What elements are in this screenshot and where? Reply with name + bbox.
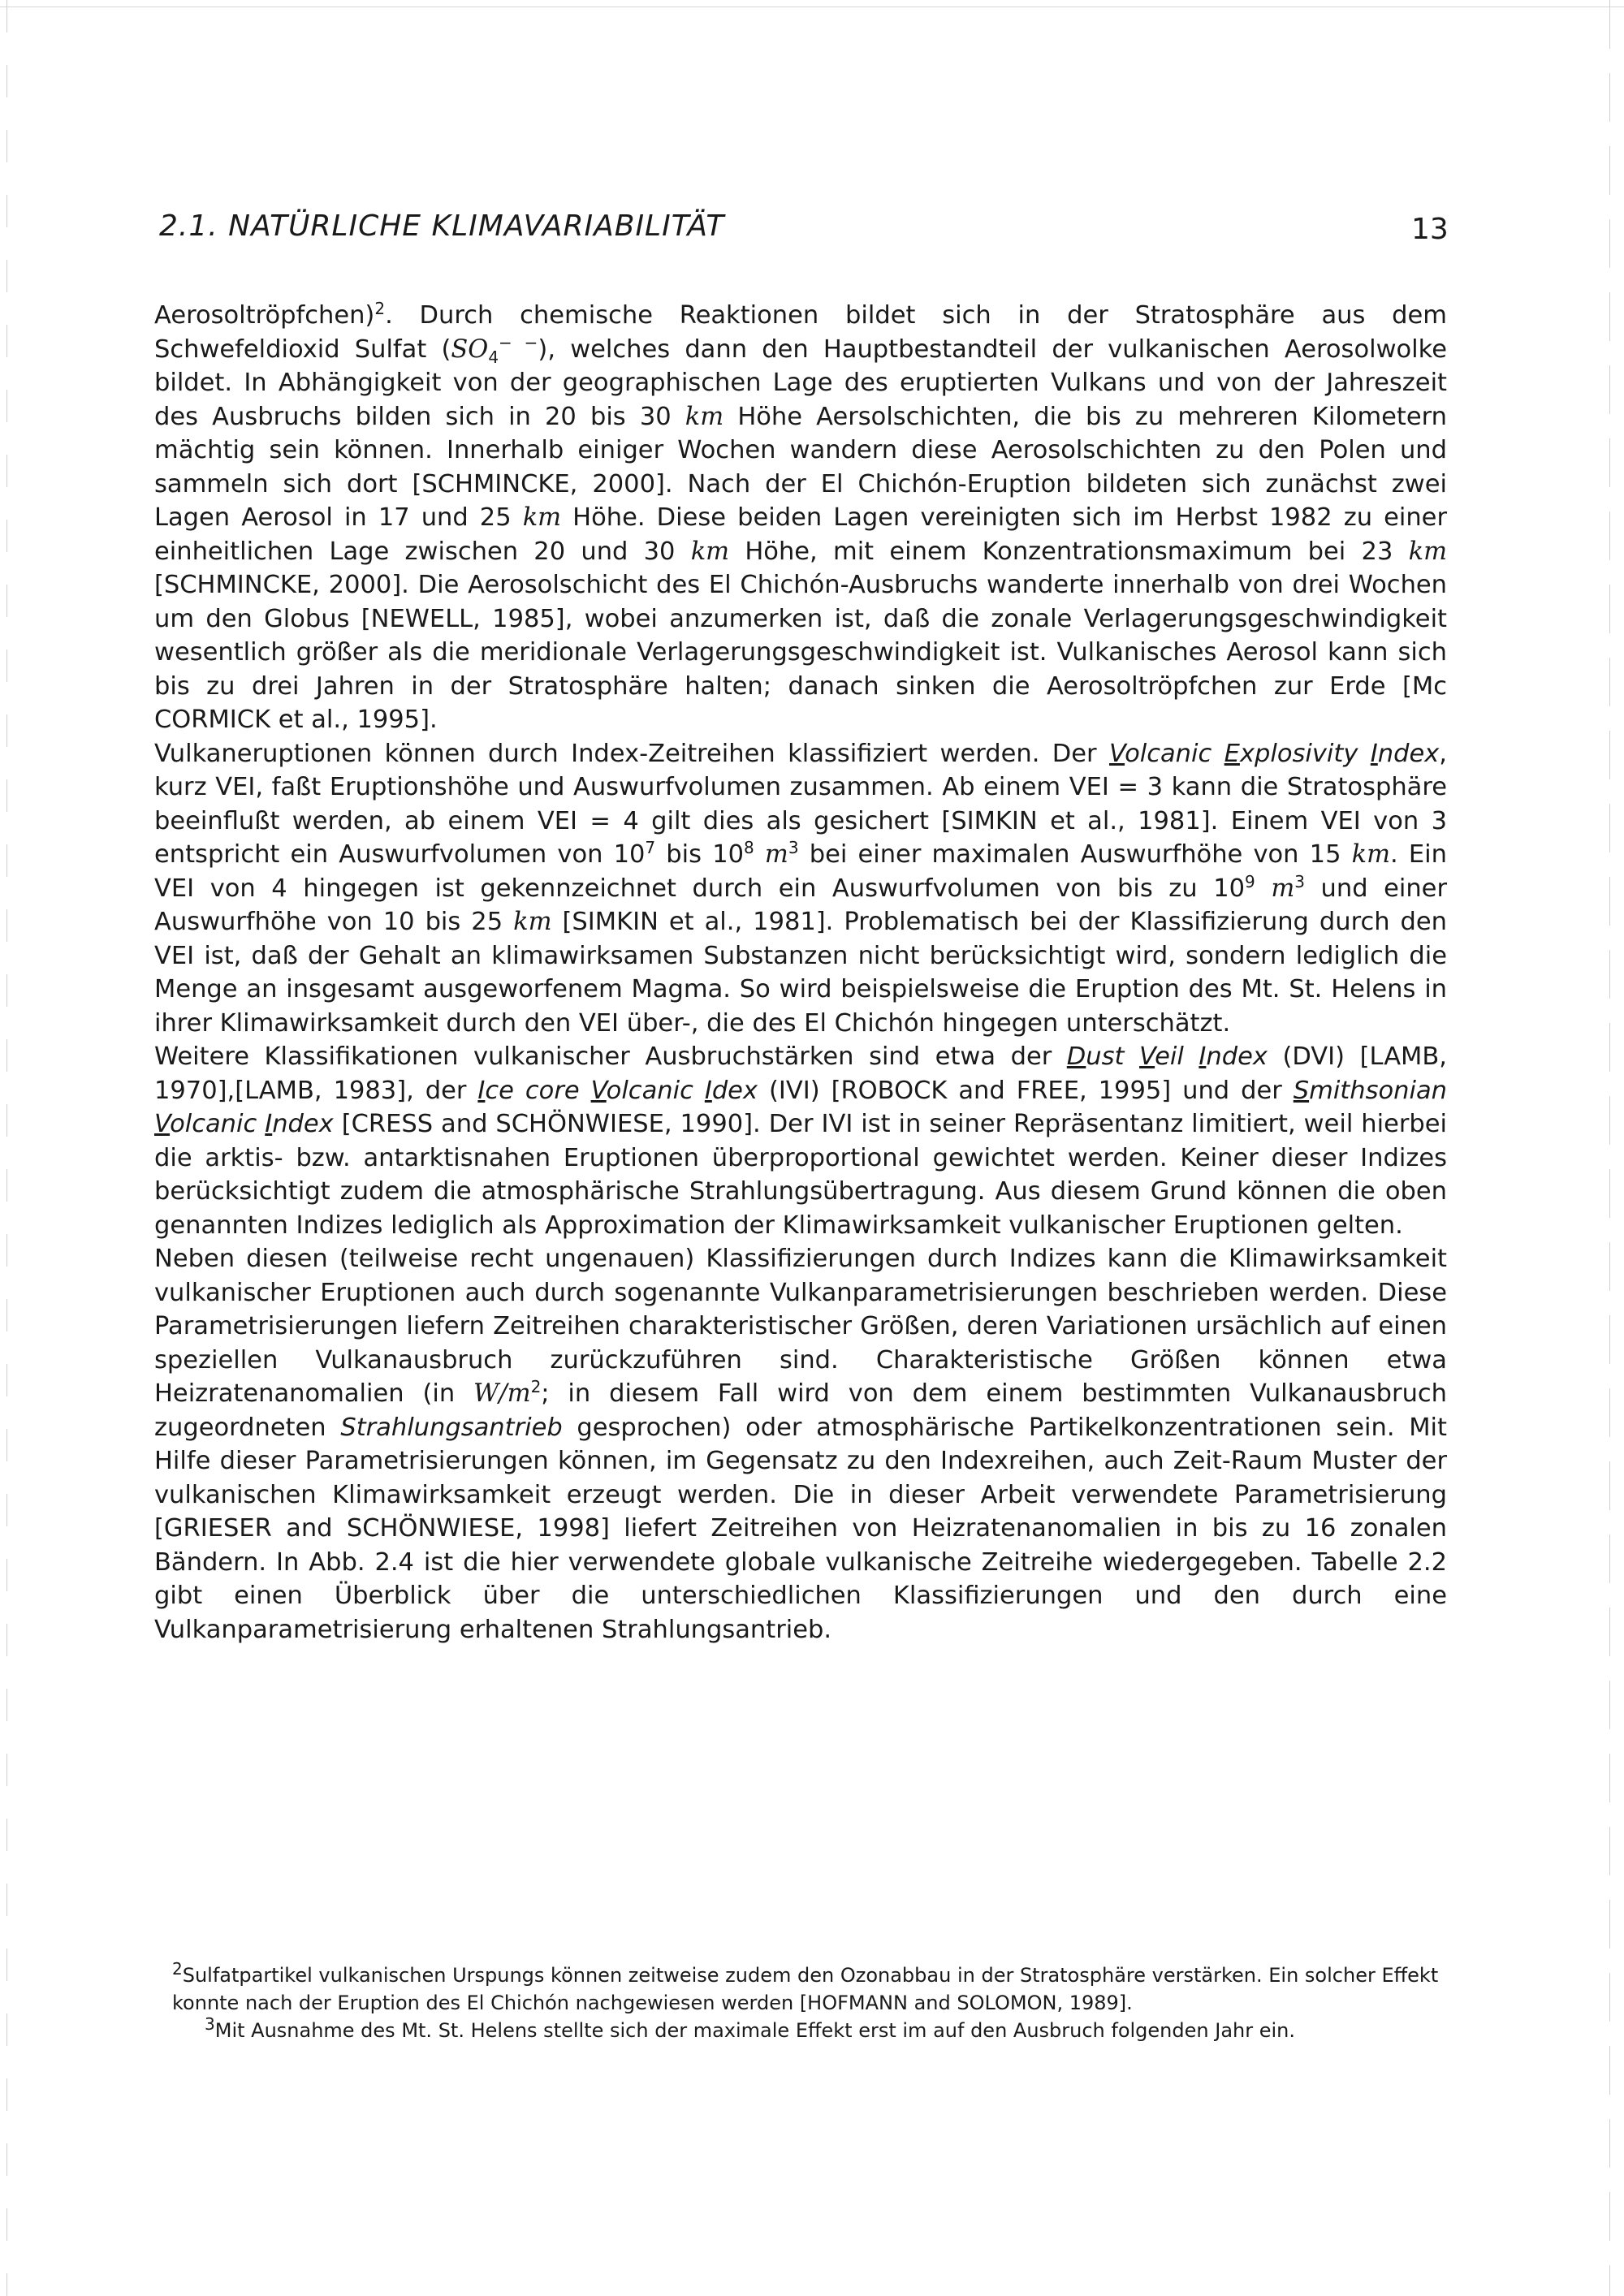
exponent: 2 bbox=[530, 1376, 542, 1396]
exponent: 9 bbox=[1245, 871, 1255, 891]
text-run: Weitere Klassifikationen vulkanischer Ausbruchstärken sind etwa der bbox=[154, 1042, 1067, 1071]
unit-wm2: W/m bbox=[473, 1379, 531, 1408]
text-run: Aerosoltröpfchen) bbox=[154, 301, 375, 330]
footnotes bbox=[172, 1959, 1447, 2044]
text-run: Höhe Aersolschichten, die bis zu mehreren Kilometern mächtig sein können. Innerhalb einiger Wochen wandern diese Aerosolschichten zu den Polen und sammeln sich dort [SCHMINCKE, 2000]. Nach der El Chichón-Eruption bildeten sich zunächst zwei Lagen Aerosol in 17 und 25 bbox=[154, 402, 1447, 532]
text-run: [CRESS and SCHÖNWIESE, 1990]. Der IVI ist in seiner Repräsentanz limitiert, weil hierbei die arktis- bzw. antarktisnahen Eruptionen überproportional gewichtet werden. Keiner dieser Indizes berücksichtigt zudem die atmosphärische Strahlungsübertragung. Aus diesem Grund können die oben genannten Indizes lediglich als Approximation der Klimawirksamkeit vulkanischer Eruptionen gelten. bbox=[154, 1110, 1447, 1240]
text-run: Höhe, mit einem Konzentrationsmaximum bei 23 bbox=[729, 537, 1409, 566]
text-run: Neben diesen (teilweise recht ungenauen) Klassifizierungen durch Indizes kann die Klimawirksamkeit vulkanischer Eruptionen auch durch sogenannte Vulkanparametrisierungen beschrieben werden. Diese Parametrisierungen liefern Zeitreihen charakteristischer Größen, deren Variationen ursächlich auf einen speziellen Vulkanausbruch zurückzuführen sind. Charakteristische Größen können etwa Heizratenanomalien (in bbox=[154, 1245, 1447, 1408]
unit-km: km bbox=[690, 537, 730, 566]
text-run: Vulkaneruptionen können durch Index-Zeitreihen klassifiziert werden. Der bbox=[154, 739, 1109, 768]
text-run: gesprochen) oder atmosphärische Partikelkonzentrationen sein. Mit Hilfe dieser Parametrisierungen können, im Gegensatz zu den Indexreihen, auch Zeit-Raum Muster der vulkanischen Klimawirksamkeit erzeugt werden. Die in dieser Arbeit verwendete Parametrisierung [GRIESER and SCHÖNWIESE, 1998] liefert Zeitreihen von Heizratenanomalien in bis zu 16 zonalen Bändern. In Abb. 2.4 ist die hier verwendete globale vulkanische Zeitreihe wiedergegeben. Tabelle 2.2 gibt einen Überblick über die unterschiedlichen Klassifizierungen und den durch eine Vulkanparametrisierung erhaltenen Strahlungsantrieb. bbox=[154, 1413, 1447, 1644]
text-run: . Ein VEI von 4 hingegen ist gekennzeichnet durch ein Auswurfvolumen von bis zu 10 bbox=[154, 840, 1447, 903]
unit-km: km bbox=[1351, 840, 1391, 869]
unit-km: km bbox=[1408, 537, 1447, 566]
unit-m: m bbox=[764, 840, 788, 869]
formula-subscript: 4 bbox=[488, 347, 499, 367]
body-text bbox=[154, 299, 1447, 1646]
footnote-ref-2: 2 bbox=[374, 298, 386, 318]
text-run: [SCHMINCKE, 2000]. Die Aerosolschicht des El Chichón-Ausbruchs wanderte innerhalb von drei Wochen um den Globus [NEWELL, 1985], wobei anzumerken ist, daß die zonale Verlagerungsgeschwindigkeit wesentlich größer als die meridionale Verlagerungsgeschwindigkeit ist. Vulkanisches Aerosol kann sich bis zu drei Jahren in der Stratosphäre halten; danach sinken die Aerosoltröpfchen zur Erde [Mc CORMICK et al., 1995]. bbox=[154, 571, 1447, 734]
text-run: (DVI) [LAMB, 1970],[LAMB, 1983], der bbox=[154, 1042, 1447, 1105]
paragraph-aerosol bbox=[154, 299, 1447, 737]
formula-sulfate: SO bbox=[451, 334, 489, 364]
scan-edge-right bbox=[1609, 0, 1610, 2296]
term-strahlungsantrieb: Strahlungsantrieb bbox=[340, 1413, 563, 1442]
scan-edge-top bbox=[0, 6, 1624, 7]
unit-km: km bbox=[513, 908, 552, 936]
text-run: , kurz VEI, faßt Eruptionshöhe und Auswurfvolumen zusammen. Ab einem VEI = 3 kann die Stratosphäre beeinflußt werden, ab einem VEI = 4 gilt dies als gesichert [SIMKIN et al., 1981]. Einem VEI von 3 entspricht ein Auswurfvolumen von 10 bbox=[154, 739, 1447, 869]
text-run: ), welches dann den Hauptbestandteil der vulkanischen Aerosolwolke bildet. In Abhängigkeit von der geographischen Lage des eruptierten Vulkans und von der Jahreszeit des Ausbruchs bilden sich in 20 bis 30 bbox=[154, 334, 1447, 431]
text-run: . Durch chemische Reaktionen bildet sich in der Stratosphäre aus dem Schwefeldioxid Sulfat ( bbox=[154, 301, 1447, 364]
footnote-2: $^2$Sulfatpartikel vulkanischen Urspungs können zeitweise zudem den Ozonabbau in der Stratosphäre verstärken. Ein solcher Effekt konnte nach der Eruption des El Chichón nachgewiesen werden [HOFMANN and SOLOMON, 1989]. bbox=[172, 1959, 1439, 2014]
running-header: 2.1. NATÜRLICHE KLIMAVARIABILITÄT bbox=[159, 209, 725, 243]
exponent: 3 bbox=[788, 837, 799, 857]
unit-m: m bbox=[1271, 874, 1295, 903]
paragraph-indices bbox=[154, 1040, 1447, 1242]
text-run: ; in diesem Fall wird von dem einem bestimmten Vulkanausbruch zugeordneten bbox=[154, 1379, 1448, 1442]
exponent: 8 bbox=[744, 837, 754, 857]
paragraph-vei bbox=[154, 737, 1447, 1041]
term-ivi: Ice core Volcanic Idex bbox=[477, 1076, 758, 1105]
text-run: bei einer maximalen Auswurfhöhe von 15 bbox=[798, 840, 1352, 869]
page-number: 13 bbox=[1411, 213, 1449, 246]
text-run: bis 10 bbox=[655, 840, 744, 869]
term-vei: Volcanic Explosivity Index bbox=[1109, 739, 1440, 768]
footnote-3: $^3$Mit Ausnahme des Mt. St. Helens stellte sich der maximale Effekt erst im auf den Ausbruch folgenden Jahr ein. bbox=[205, 2014, 1295, 2042]
text-run: (IVI) [ROBOCK and FREE, 1995] und der bbox=[758, 1076, 1294, 1105]
footnote-mark: 3 bbox=[205, 2014, 215, 2034]
paragraph-parametrisation bbox=[154, 1242, 1447, 1646]
formula-superscript: − − bbox=[499, 332, 538, 352]
text-run: und einer Auswurfhöhe von 10 bis 25 bbox=[154, 874, 1447, 936]
scan-edge-left bbox=[6, 0, 7, 2296]
term-svi: Smithsonian Volcanic Index bbox=[154, 1076, 1447, 1138]
unit-km: km bbox=[685, 402, 724, 431]
unit-km: km bbox=[522, 503, 562, 532]
exponent: 7 bbox=[645, 837, 656, 857]
exponent: 3 bbox=[1294, 871, 1305, 891]
text-run: [SIMKIN et al., 1981]. Problematisch bei der Klassifizierung durch den VEI ist, daß der Gehalt an klimawirksamen Substanzen nicht berücksichtigt wird, sondern lediglich die Menge an insgesamt ausgeworfenem Magma. So wird beispielsweise die Eruption des Mt. St. Helens in ihrer Klimawirksamkeit durch den VEI über-, die des El Chichón hingegen unterschätzt. bbox=[154, 908, 1447, 1038]
term-dvi: Dust Veil Index bbox=[1066, 1042, 1268, 1071]
footnote-mark: 2 bbox=[172, 1959, 183, 1979]
text-run: Höhe. Diese beiden Lagen vereinigten sich im Herbst 1982 zu einer einheitlichen Lage zwischen 20 und 30 bbox=[154, 503, 1447, 566]
